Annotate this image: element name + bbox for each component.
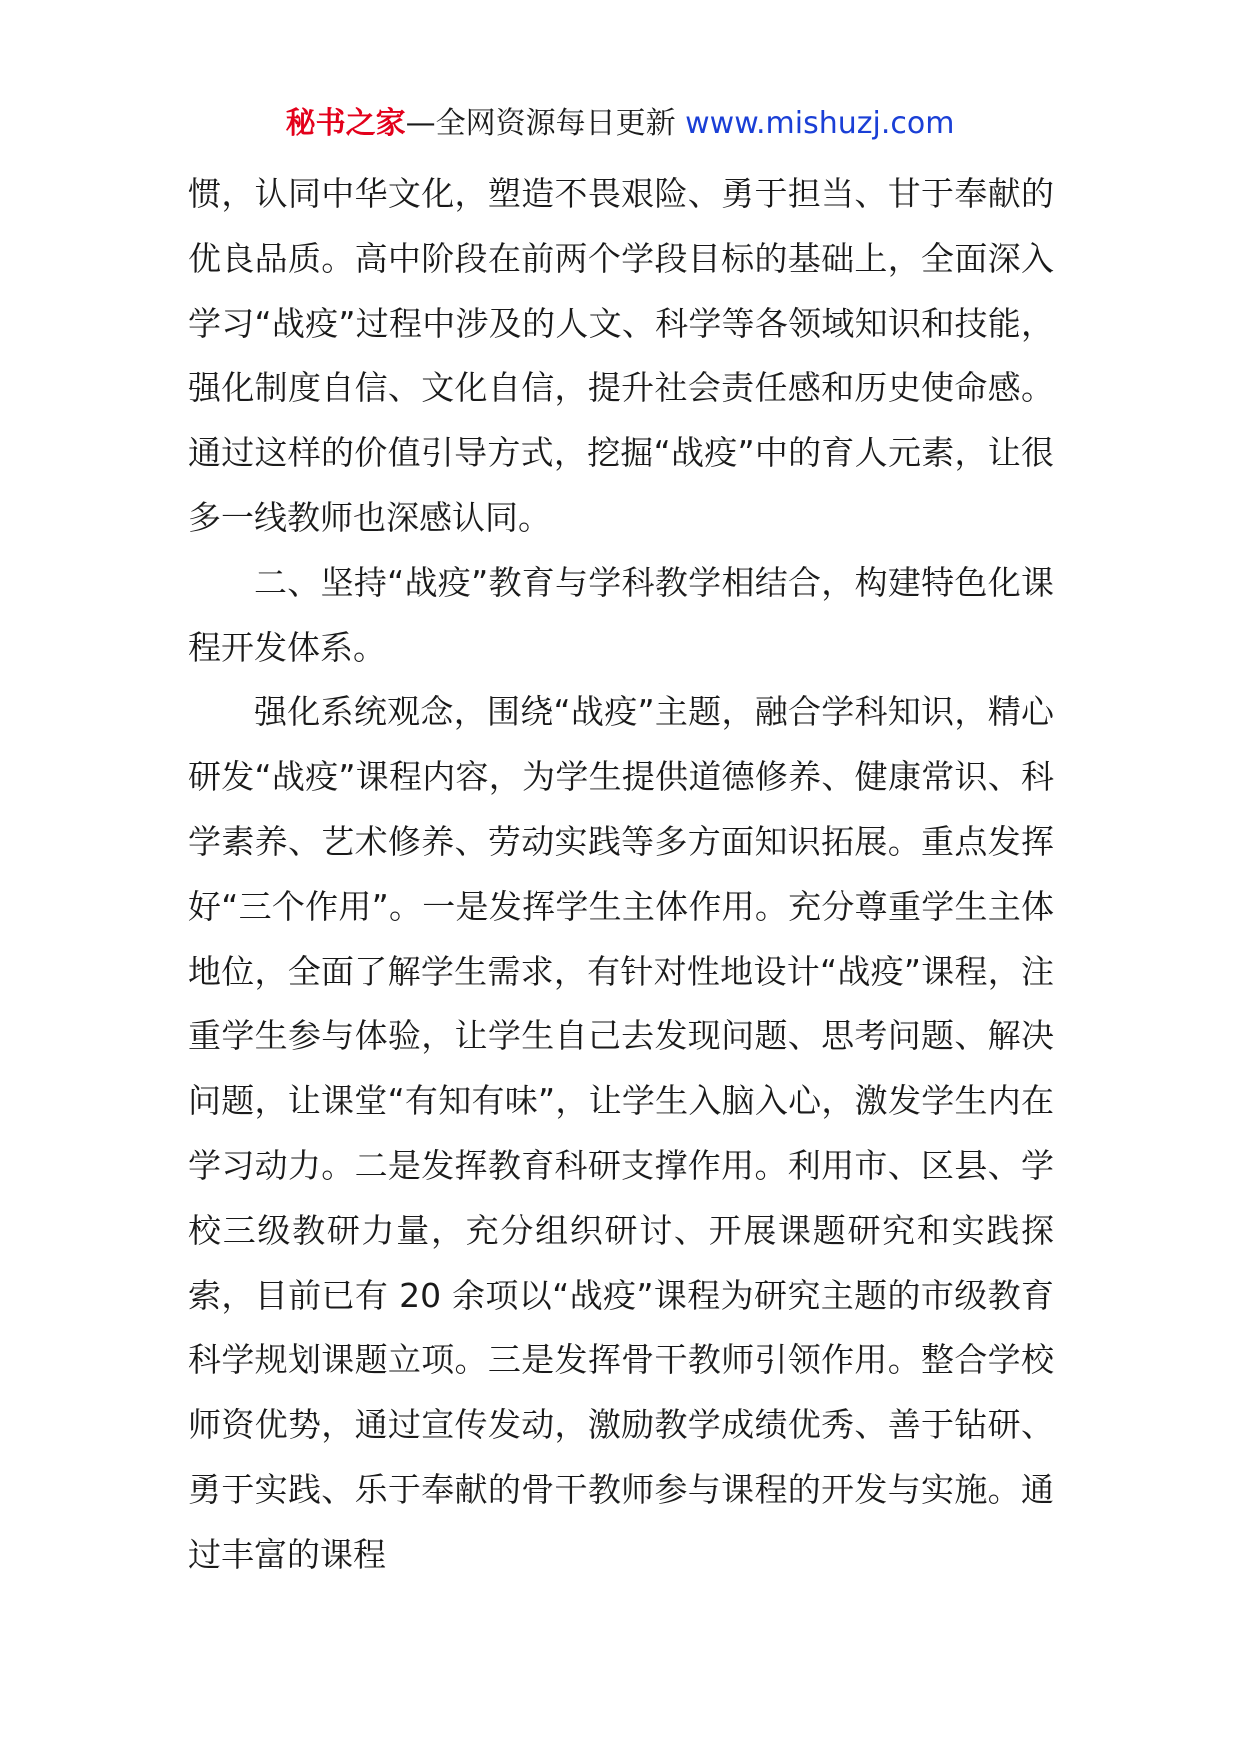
paragraph-body: 强化系统观念，围绕“战疫”主题，融合学科知识，精心研发“战疫”课程内容，为学生提供道德修养、健康常识、科学素养、艺术修养、劳动实践等多方面知识拓展。重点发挥好“三个作用”。一是发挥学生主体作用。充分尊重学生主体地位，全面了解学生需求，有针对性地设计“战疫”课程，注重学生参与体验，让学生自己去发现问题、思考问题、解决问题，让课堂“有知有味”，让学生入脑入心，激发学生内在学习动力。二是发挥教育科研支撑作用。利用市、区县、学校三级教研力量，充分组织研讨、开展课题研究和实践探索，目前已有 20 余项以“战疫”课程为研究主题的市级教育科学规划课题立项。三是发挥骨干教师引领作用。整合学校师资优势，通过宣传发动，激励教学成绩优秀、善于钻研、勇于实践、乐于奉献的骨干教师参与课程的开发与实施。通过丰富的课程 bbox=[188, 692, 1054, 1574]
section-heading: 二、坚持“战疫”教育与学科教学相结合，构建特色化课程开发体系。 bbox=[188, 562, 1054, 667]
site-header bbox=[0, 104, 1240, 144]
brand-name: 秘书之家 bbox=[285, 106, 406, 141]
paragraph-continued: 惯，认同中华文化，塑造不畏艰险、勇于担当、甘于奉献的优良品质。高中阶段在前两个学段目标的基础上，全面深入学习“战疫”过程中涉及的人文、科学等各领域知识和技能，强化制度自信、文化自信，提升社会责任感和历史使命感。通过这样的价值引导方式，挖掘“战疫”中的育人元素，让很多一线教师也深感认同。 bbox=[188, 174, 1054, 537]
header-tagline: —全网资源每日更新 bbox=[405, 106, 686, 141]
site-url[interactable]: www.mishuzj.com bbox=[685, 106, 955, 141]
document-body bbox=[188, 162, 1054, 1588]
